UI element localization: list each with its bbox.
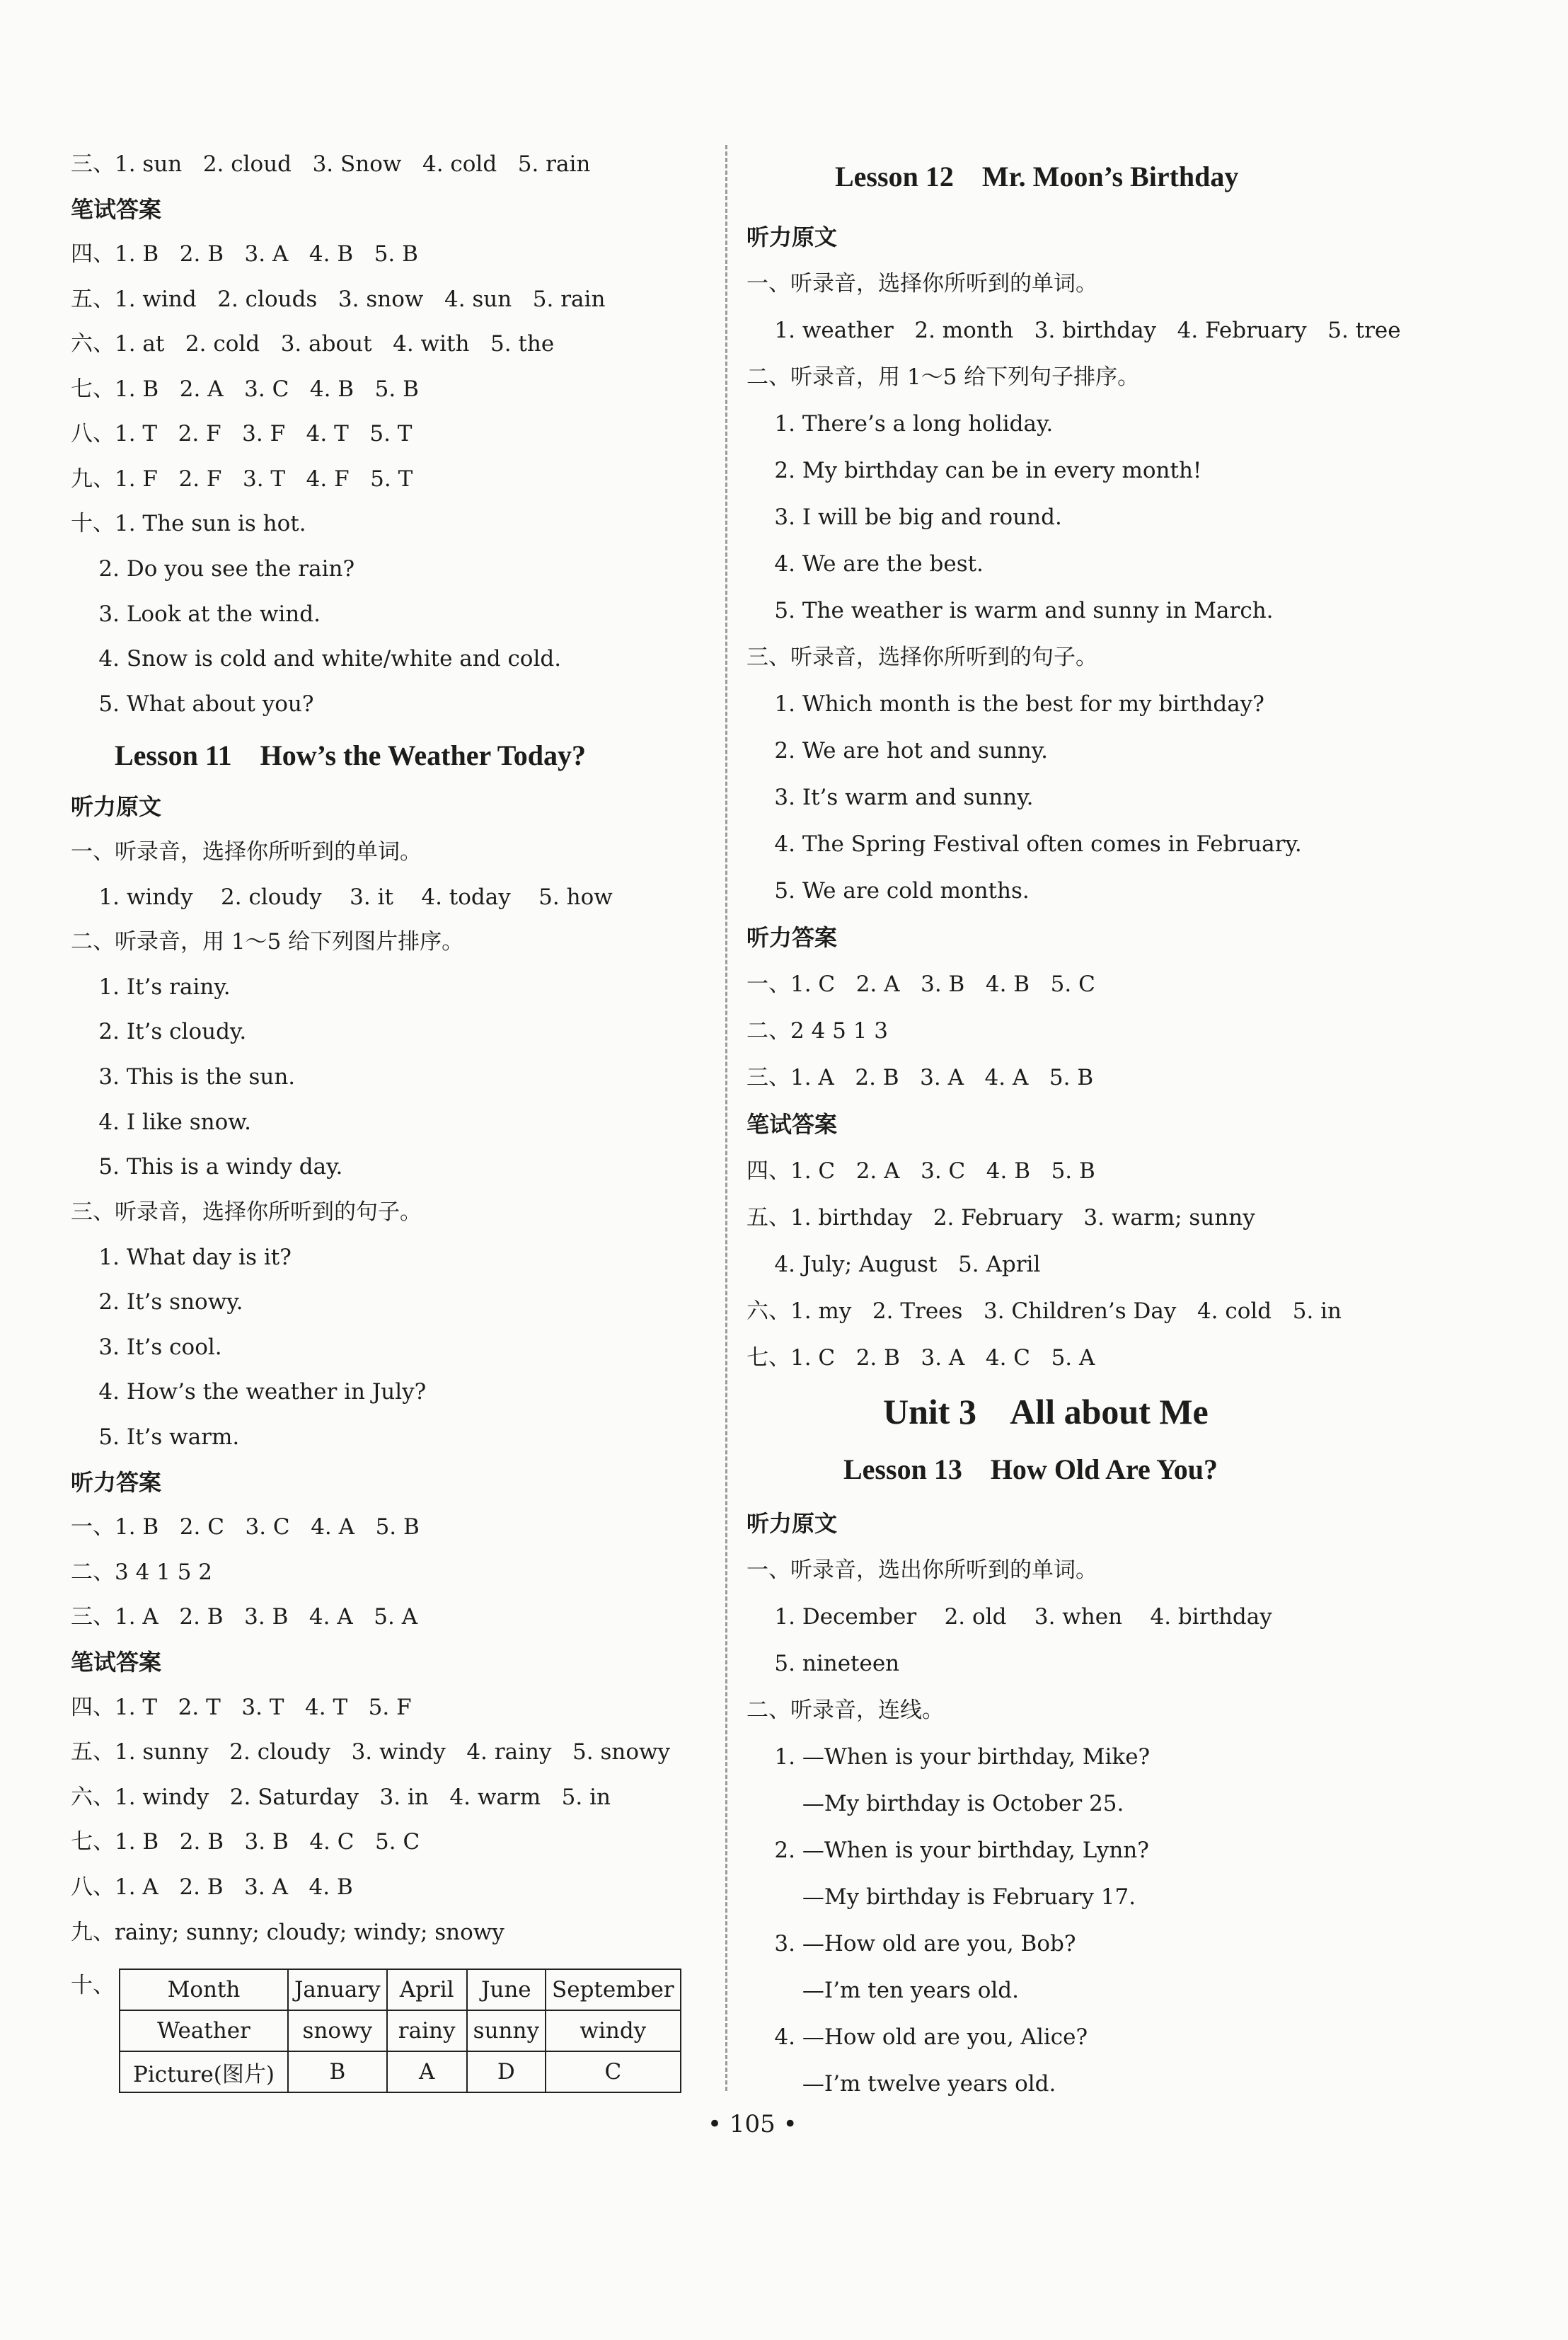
listening-line: 二、听录音，用 1～5 给下列句子排序。 [746,364,1140,390]
listening-line: 2. My birthday can be in every month! [746,458,1202,483]
answer-line: 4. July; August 5. April [746,1252,1041,1277]
section-heading-written: 笔试答案 [71,1649,162,1676]
table-cell: A [387,2051,467,2092]
table-cell: Picture(图片) [120,2051,288,2092]
table-cell: B [288,2051,387,2092]
answer-line: 5. What about you? [71,691,314,717]
answer-line: 3. Look at the wind. [71,601,321,627]
listening-line: 一、听录音，选择你所听到的单词。 [71,839,422,865]
listening-line: 一、听录音，选出你所听到的单词。 [746,1557,1097,1583]
listening-line: 3. It’s cool. [71,1335,222,1360]
table-cell: Weather [120,2010,288,2051]
listening-line: 三、听录音，选择你所听到的句子。 [71,1199,422,1225]
answer-line: 三、1. A 2. B 3. A 4. A 5. B [746,1065,1094,1090]
listening-line: —I’m ten years old. [746,1978,1020,2003]
listening-line: 三、听录音，选择你所听到的句子。 [746,645,1097,670]
listening-line: 4. We are the best. [746,551,984,577]
answer-line: 五、1. sunny 2. cloudy 3. windy 4. rainy 5. snowy [71,1739,671,1765]
listening-line: 3. I will be big and round. [746,505,1062,530]
answer-line: 一、1. B 2. C 3. C 4. A 5. B [71,1514,420,1540]
lesson-11-title: Lesson 11 How’s the Weather Today? [115,739,587,771]
listening-line: 3. This is the sun. [71,1064,296,1090]
unit-3-title: Unit 3 All about Me [883,1392,1209,1431]
column-divider [725,145,727,2091]
listening-line: 5. We are cold months. [746,878,1030,904]
answer-line: 五、1. wind 2. clouds 3. snow 4. sun 5. rain [71,287,606,312]
listening-line: 1. Which month is the best for my birthday? [746,691,1264,717]
table-row [120,1969,681,2010]
section-heading-written: 笔试答案 [71,196,162,223]
section-heading-listen-text: 听力原文 [746,224,838,250]
answer-line: 九、rainy; sunny; cloudy; windy; snowy [71,1920,505,1945]
answer-line: 二、3 4 1 5 2 [71,1560,213,1585]
lesson-12-title: Lesson 12 Mr. Moon’s Birthday [835,161,1239,192]
listening-line: 1. It’s rainy. [71,974,231,1000]
listening-line: 二、听录音，连线。 [746,1698,944,1723]
answer-line: 八、1. T 2. F 3. F 4. T 5. T [71,421,413,446]
table-cell: sunny [467,2010,546,2051]
answer-line: 三、1. A 2. B 3. B 4. A 5. A [71,1604,418,1630]
listening-line: 一、听录音，选择你所听到的单词。 [746,271,1097,296]
table-row [120,2010,681,2051]
listening-line: 二、听录音，用 1～5 给下列图片排序。 [71,929,464,955]
table-cell: June [467,1969,546,2010]
table-cell: Month [120,1969,288,2010]
answer-line: 六、1. windy 2. Saturday 3. in 4. warm 5. in [71,1785,611,1810]
section-heading-listen-answers: 听力答案 [746,924,838,951]
answer-line: 三、1. sun 2. cloud 3. Snow 4. cold 5. rain [71,151,591,177]
listening-line: 1. December 2. old 3. when 4. birthday [746,1604,1272,1630]
listening-line: 5. nineteen [746,1651,900,1676]
listening-line: 5. This is a windy day. [71,1154,343,1180]
section-heading-listen-text: 听力原文 [71,793,162,820]
listening-line: 1. What day is it? [71,1245,292,1270]
table-cell: D [467,2051,546,2092]
answer-line: 四、1. T 2. T 3. T 4. T 5. F [71,1695,412,1720]
lesson-13-title: Lesson 13 How Old Are You? [843,1453,1218,1485]
table-row [120,2051,681,2092]
answer-line: 六、1. at 2. cold 3. about 4. with 5. the [71,331,555,357]
listening-line: 2. It’s snowy. [71,1289,243,1315]
listening-line: 2. It’s cloudy. [71,1019,247,1044]
listening-line: 1. weather 2. month 3. birthday 4. February 5. tree [746,318,1401,343]
answer-line: 4. Snow is cold and white/white and cold. [71,646,562,672]
listening-line: 4. The Spring Festival often comes in February. [746,831,1302,857]
listening-line: —I’m twelve years old. [746,2071,1056,2097]
answer-line: 十、1. The sun is hot. [71,511,306,536]
listening-line: 1. —When is your birthday, Mike? [746,1744,1151,1770]
listening-line: —My birthday is October 25. [746,1791,1124,1816]
section-heading-listen-text: 听力原文 [746,1510,838,1537]
weather-table [119,1969,681,2093]
answer-line: 九、1. F 2. F 3. T 4. F 5. T [71,466,413,492]
listening-line: 3. It’s warm and sunny. [746,785,1034,810]
listening-line: 4. —How old are you, Alice? [746,2024,1088,2050]
answer-line: 一、1. C 2. A 3. B 4. B 5. C [746,972,1095,997]
answer-line: 四、1. C 2. A 3. C 4. B 5. B [746,1158,1095,1184]
table-cell: C [546,2051,681,2092]
listening-line: 2. We are hot and sunny. [746,738,1049,763]
answer-line: 七、1. B 2. B 3. B 4. C 5. C [71,1829,420,1855]
section-heading-listen-answers: 听力答案 [71,1469,162,1496]
answer-line: 四、1. B 2. B 3. A 4. B 5. B [71,241,418,267]
listening-line: 2. —When is your birthday, Lynn? [746,1838,1149,1863]
table-cell: September [546,1969,681,2010]
listening-line: 5. It’s warm. [71,1424,240,1450]
table-cell: April [387,1969,467,2010]
answer-line: 七、1. C 2. B 3. A 4. C 5. A [746,1345,1095,1371]
listening-line: 3. —How old are you, Bob? [746,1931,1076,1956]
section-heading-written: 笔试答案 [746,1111,838,1138]
answer-line: 2. Do you see the rain? [71,556,355,582]
answer-line: 六、1. my 2. Trees 3. Children’s Day 4. cold 5. in [746,1298,1342,1324]
listening-line: 4. How’s the weather in July? [71,1379,427,1405]
table-cell: windy [546,2010,681,2051]
answer-line: 五、1. birthday 2. February 3. warm; sunny [746,1205,1255,1230]
page-number: • 105 • [708,2110,797,2138]
answer-line: 七、1. B 2. A 3. C 4. B 5. B [71,376,419,402]
table-cell: snowy [288,2010,387,2051]
listening-line: 1. There’s a long holiday. [746,411,1054,437]
answer-line: 二、2 4 5 1 3 [746,1018,889,1044]
answer-line: 八、1. A 2. B 3. A 4. B [71,1874,353,1900]
table-label: 十、 [71,1973,115,1998]
listening-line: —My birthday is February 17. [746,1884,1136,1910]
listening-line: 1. windy 2. cloudy 3. it 4. today 5. how [71,884,613,910]
listening-line: 4. I like snow. [71,1110,252,1135]
table-cell: January [288,1969,387,2010]
table-cell: rainy [387,2010,467,2051]
listening-line: 5. The weather is warm and sunny in March. [746,598,1274,623]
